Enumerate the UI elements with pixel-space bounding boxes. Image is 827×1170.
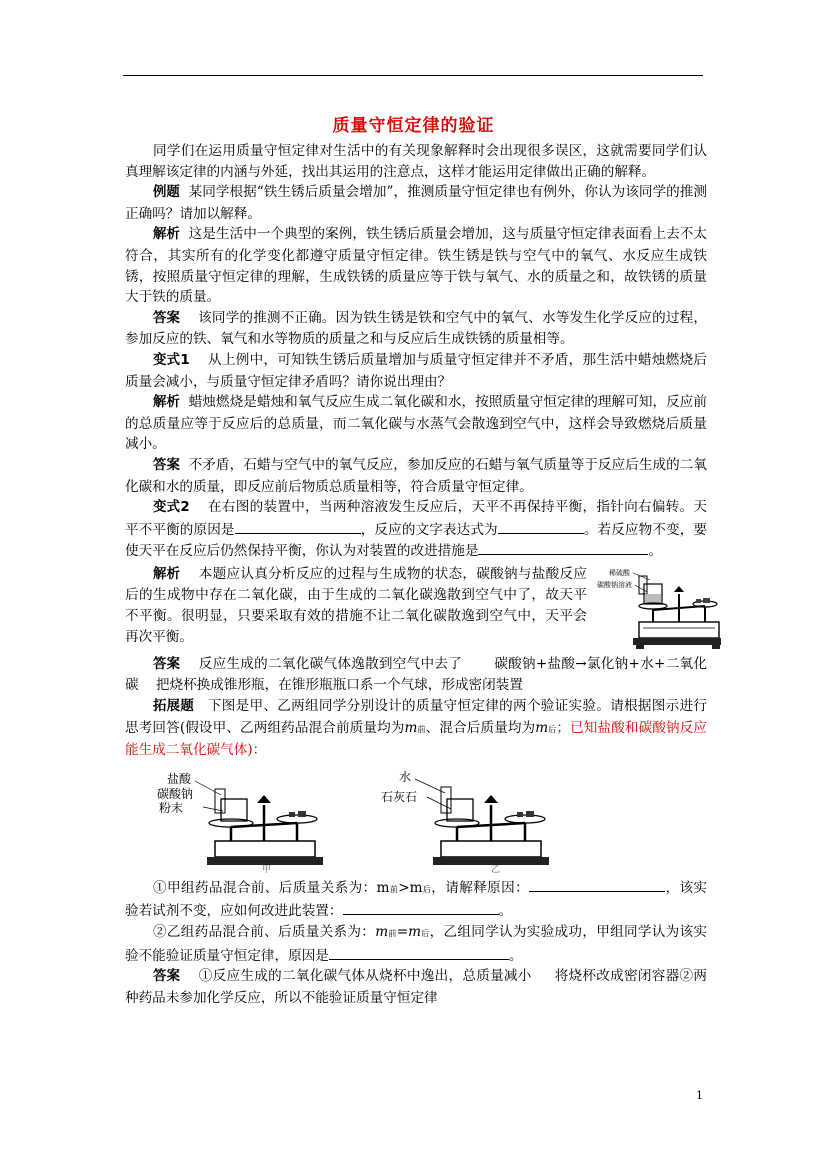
balance-figure: [595, 566, 721, 654]
variant2-q4: 。: [648, 543, 663, 560]
header-rule: [123, 75, 703, 76]
jia-label-powder: 粉末: [159, 800, 184, 815]
variant2-q2: ，反应的文字表达式为: [360, 521, 498, 538]
page-title: 质量守恒定律的验证: [332, 116, 495, 136]
figure-label-carbonate: 碳酸钠溶液: [597, 580, 632, 589]
variant2-question: [125, 497, 707, 562]
variant1-analysis-text: 蜡烛燃烧是蜡烛和氧气反应生成二氧化碳和水，按照质量守恒定律的理解可知，反应前的总质量应等于反应后的总质量，而二氧化碳与水蒸气会散逸到空气中，这样会导致燃烧后质量减小。: [125, 394, 708, 453]
extension-label: 拓展题: [153, 699, 195, 715]
answer-blank[interactable]: [329, 945, 509, 960]
answer-blank[interactable]: [478, 540, 648, 555]
figure-yi: [379, 771, 579, 873]
variant1-question: [125, 350, 707, 392]
example-question-text: 某同学根据“铁生锈后质量会增加”，推测质量守恒定律也有例外，你认为该同学的推测正确吗？请加以解释。: [125, 184, 708, 222]
variant2-q3: 。若反应物不变，要使天平在反应后仍然保持平衡，你认为对装置的改进措施是: [125, 521, 708, 560]
item2-a: ②乙组药品混合前、后质量关系为：: [153, 924, 376, 941]
extension-answer-1b: 将烧杯改成密闭容器: [554, 968, 680, 985]
document-body: [125, 141, 707, 1008]
figure-jia: [137, 771, 337, 873]
example-answer: [125, 308, 707, 350]
item2-sub2: 后: [420, 929, 430, 939]
yi-label-limestone: 石灰石: [381, 789, 418, 804]
item1-d: 。: [498, 903, 513, 920]
jia-caption: 甲: [262, 864, 272, 873]
answer-label: 答案: [153, 310, 181, 326]
yi-label-water: 水: [399, 770, 412, 784]
extension-q-b: 、混合后质量均为: [425, 719, 536, 736]
answer-blank[interactable]: [498, 519, 584, 534]
variant2-answer-b: 碳酸钠+盐酸→氯化钠+水+二氧化碳: [125, 655, 708, 694]
experiment-figures: [125, 767, 707, 877]
item1-a: ①甲组药品混合前、后质量关系为：m: [153, 879, 390, 896]
item2-b: ，乙组同学认为实验成功，甲组同学认为该实验不能验证质量守恒定律，原因是: [125, 924, 708, 964]
yi-caption: 乙: [491, 864, 501, 873]
item2-sub1: 前: [388, 929, 397, 939]
answer-label: 答案: [153, 656, 181, 672]
example-label: 例题: [153, 185, 180, 201]
variant2-analysis: [125, 564, 707, 647]
intro-paragraph: 同学们在运用质量守恒定律对生活中的有关现象解释时会出现很多误区，这就需要同学们认真理解该定律的内涵与外延，找出其运用的注意点，这样才能运用定律做出正确的解释。: [125, 143, 707, 180]
example-answer-text: 该同学的推测不正确。因为铁生锈是铁和空气中的氧气、水等发生化学反应的过程，参加反应的铁、氧气和水等物质的质量之和与反应后生成铁锈的质量相等。: [125, 309, 708, 348]
answer-blank[interactable]: [529, 877, 665, 892]
variant1-analysis: [125, 392, 707, 455]
item1-rel: >m: [398, 879, 423, 896]
item1-c: ，该实验若试剂不变，应如何改进此装置：: [125, 879, 708, 920]
extension-answer: [125, 966, 707, 1008]
extension-answer-1: ①反应生成的二氧化碳气体从烧杯中逸出，总质量减小: [198, 968, 532, 985]
analysis-label: 解析: [153, 566, 181, 582]
variant2-q1: 在右图的装置中，当两种溶液发生反应后，天平不再保持平衡，指针向右偏转。天平不平衡的原因是: [125, 499, 707, 538]
jia-label-hcl: 盐酸: [167, 771, 192, 786]
example-question: [125, 182, 707, 224]
sub-before: 前: [417, 724, 426, 734]
item2-c: 。: [508, 947, 523, 964]
variant2-answer-a: 反应生成的二氧化碳气体逸散到空气中去了: [198, 655, 463, 672]
jia-label-carbonate: 碳酸钠: [157, 786, 194, 801]
figure-label-acid: 稀硫酸: [609, 568, 630, 577]
variant1-question-text: 从上例中，可知铁生锈后质量增加与质量守恒定律并不矛盾，那生活中蜡烛燃烧后质量会减小，与质量守恒定律矛盾吗？请你说出理由？: [125, 351, 707, 390]
m-after: m: [535, 719, 549, 736]
extension-q-red: ；已知盐酸和碳酸钠反应能生成二氧化碳气体)：: [125, 719, 708, 759]
extension-item-2: [125, 922, 707, 966]
variant1-answer-text: 不矛盾，石蜡与空气中的氧气反应，参加反应的石蜡与氧气质量等于反应后生成的二氧化碳和水的质量，即反应前后物质总质量相等，符合质量守恒定律。: [125, 456, 708, 495]
item2-rel: =m: [396, 924, 421, 941]
extension-q-a: 下图是甲、乙两组同学分别设计的质量守恒定律的两个验证实验。请根据图示进行思考回答(假设甲、乙两组药品混合前质量均为: [125, 698, 708, 736]
item1-b: ，请解释原因：: [431, 879, 530, 896]
variant1-label: 变式1: [153, 352, 190, 368]
item1-sub1: 前: [389, 884, 399, 894]
variant1-answer: [125, 455, 707, 497]
m-before: m: [404, 719, 418, 736]
extension-item-1: [125, 877, 707, 922]
page-number: 1: [696, 1089, 703, 1102]
answer-blank[interactable]: [235, 519, 361, 534]
example-analysis-text: 这是生活中一个典型的案例，铁生锈后质量会增加，这与质量守恒定律表面看上去不太符合，其实所有的化学变化都遵守质量守恒定律。铁生锈是铁与空气中的氧气、水反应生成铁锈，按照质量守恒定律的理解，生成铁锈的质量应等于铁与氧气、水的质量之和，故铁锈的质量大于铁的质量。: [125, 226, 708, 306]
variant2-label: 变式2: [153, 500, 190, 516]
item2-m1: m: [375, 924, 389, 941]
extension-question: [125, 696, 707, 761]
answer-label: 答案: [153, 457, 180, 473]
analysis-label: 解析: [153, 227, 180, 243]
answer-label: 答案: [153, 969, 181, 985]
extension-answer-2: ②两种药品未参加化学反应，所以不能验证质量守恒定律: [125, 968, 708, 1006]
sub-after: 后: [548, 724, 557, 734]
answer-blank[interactable]: [343, 900, 499, 915]
item1-sub2: 后: [422, 884, 432, 894]
variant2-analysis-text: 本题应认真分析反应的过程与生成物的状态，碳酸钠与盐酸反应后的生成物中存在二氧化碳，由于生成的二氧化碳逸散到空气中了，故天平不平衡。很明显，只要采取有效的措施不让二氧化碳散逸到空气中，天平会再次平衡。: [125, 565, 588, 645]
variant2-answer-c: 把烧杯换成锥形瓶，在锥形瓶瓶口系一个气球，形成密闭装置: [155, 677, 523, 694]
example-analysis: [125, 224, 707, 307]
analysis-label: 解析: [153, 395, 180, 411]
variant2-answer: [125, 654, 707, 696]
